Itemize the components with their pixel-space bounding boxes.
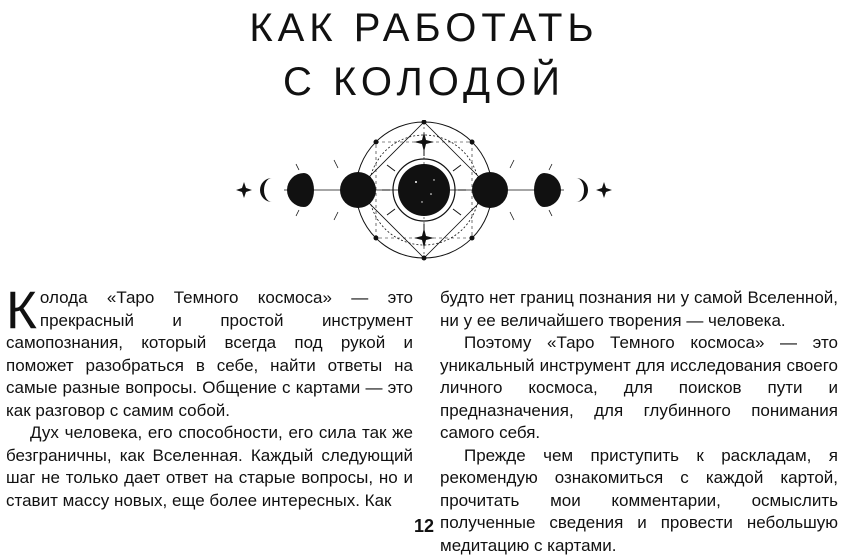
paragraph-recommendation: Прежде чем приступить к раскладам, я рекомендую ознакомиться с каждой картой, прочитать мои комментарии, осмыслить полученные сведения и провести небольшую медитацию с картами. <box>440 445 838 557</box>
half-moon-left-icon <box>287 173 314 207</box>
star-top-icon <box>414 132 434 152</box>
title-line-2: С КОЛОДОЙ <box>0 62 848 102</box>
end-star-left-icon <box>236 182 252 198</box>
half-moon-right-icon <box>534 173 561 207</box>
paragraph-intro-text: олода «Таро Темного космоса» — это прекрасный и простой инструмент самопознания, который всегда под рукой и поможет разобраться в себе, найти ответы на самые разные вопросы. Общение с картами — это как разговор с самим собой. <box>6 288 413 420</box>
moon-phases-ornament-icon <box>224 120 624 262</box>
paragraph-continuation: будто нет границ познания ни у самой Вселенной, ни у ее величайшего творения — человека. <box>440 287 838 332</box>
star-bottom-icon <box>414 228 434 248</box>
title-line-1: КАК РАБОТАТЬ <box>0 8 848 48</box>
paragraph-intro <box>6 287 413 422</box>
page-number: 12 <box>0 516 848 537</box>
paragraph-spirit: Дух человека, его способности, его сила так же безграничны, как Вселенная. Каждый следующий шаг не только дает ответ на старые вопросы, но и ставит массу новых, еще более интересных. Как <box>6 422 413 512</box>
crescent-right-icon <box>576 178 588 202</box>
drop-cap: К <box>6 291 37 331</box>
full-moon-icon <box>398 164 450 216</box>
text-column-left <box>6 287 413 512</box>
end-star-right-icon <box>596 182 612 198</box>
crescent-left-icon <box>260 178 272 202</box>
gibbous-moon-right-icon <box>472 172 508 208</box>
gibbous-moon-left-icon <box>340 172 376 208</box>
paragraph-unique-tool: Поэтому «Таро Темного космоса» — это уникальный инструмент для исследования своего личного космоса, для поисков пути и предназначения, для глубинного понимания самого себя. <box>440 332 838 445</box>
